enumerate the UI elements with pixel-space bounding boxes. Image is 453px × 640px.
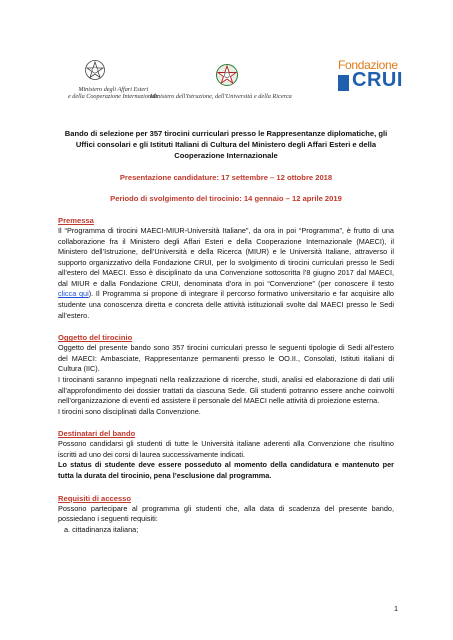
premessa-heading: Premessa	[58, 216, 94, 225]
oggetto-p3: I tirocini sono disciplinati dalla Convenzione.	[58, 406, 201, 416]
page-number: 1	[394, 604, 399, 613]
italian-republic-emblem-icon	[215, 62, 239, 88]
clicca-qui-link[interactable]: clicca qui	[58, 289, 89, 299]
destinatari-p2: Lo status di studente deve essere posseduto al momento della candidatura e mantenuto per tutta la durata del tirocinio, pena l’esclusione dal programma.	[58, 460, 394, 480]
premessa-text	[58, 226, 394, 321]
crui-logo-crui: CRUI	[352, 69, 403, 91]
requisiti-item-a: a. cittadinanza italiana;	[64, 524, 139, 534]
document-header	[0, 0, 453, 118]
document-body	[58, 128, 394, 535]
fondazione-crui-logo	[338, 58, 416, 98]
premessa-text-part2: ). Il Programma si propone di integrare il percorso formativo universitario e far acquisire allo studente una conoscenza diretta e concreta delle attività istituzionali svolte dal MAECI presso le Sedi all’estero.	[58, 289, 394, 320]
maeci-line1: Ministero degli Affari Esteri	[78, 86, 149, 93]
oggetto-p2: I tirocinanti saranno impegnati nella realizzazione di ricerche, studi, analisi ed elaborazione di dati utili all’approfondimento dei dossier trattati da ciascuna Sede. Gli studenti potranno essere anche coinvolti nell’organizzazione di eventi ed assistere il personale del MAECI nelle attività di proiezione esterna.	[58, 374, 394, 406]
crui-logo-mark	[338, 75, 349, 91]
crui-logo-fondazione: Fondazione	[338, 58, 398, 72]
maeci-logo-text	[68, 86, 159, 100]
document-title: Bando di selezione per 357 tirocini curriculari presso le Rappresentanze diplomatiche, gli Uffici consolari e gli Istituti Italiani di Cultura del Ministero degli Affari Esteri e della Cooperazione Internazionale	[64, 129, 388, 160]
maeci-line2: e della Cooperazione Internazionale	[68, 93, 159, 101]
requisiti-p1: Possono partecipare al programma gli studenti che, alla data di scadenza del presente bando, possiedano i seguenti requisiti:	[58, 503, 394, 524]
destinatari-p1: Possono candidarsi gli studenti di tutte le Università italiane aderenti alla Convenzione che risultino iscritti ad uno dei corsi di laurea successivamente indicati.	[58, 439, 394, 459]
miur-logo-text: Ministero dell'Istruzione, dell'Università e della Ricerca	[150, 93, 292, 100]
destinatari-heading: Destinatari del bando	[58, 429, 136, 439]
oggetto-p1: Oggetto del presente bando sono 357 tirocini curriculari presso le seguenti tipologie di Sedi all’estero del MAECI: Ambasciate, Rappresentanze permanenti presso le OO.II., Consolati, Istituti italiani di Cultura (IIC).	[58, 343, 394, 374]
presentazione-dates: Presentazione candidature: 17 settembre – 12 ottobre 2018	[119, 173, 333, 182]
requisiti-heading: Requisiti di accesso	[58, 493, 132, 503]
oggetto-heading: Oggetto del tirocinio	[58, 333, 133, 343]
premessa-text-part1: Il “Programma di tirocini MAECI-MIUR-Università Italiane”, da ora in poi “Programma”, è frutto di una collaborazione fra il Ministero degli Affari Esteri e della Cooperazione Internazionale (MAECI), il Ministero dell’Istruzione, dell’Università e della Ricerca (MIUR) e le Università Italiane, attraverso il supporto organizzativo della Fondazione CRUI, per lo svolgimento di tirocini curriculari presso le Sedi all’estero del MAECI. Esso è disciplinato da una Convenzione sottoscritta l’8 giugno 2017 dal MAECI, dal MIUR e dalla Fondazione CRUI, denominata d’ora in poi “Convenzione” (per conoscere il testo	[58, 226, 394, 288]
periodo-dates: Periodo di svolgimento del tirocinio: 14 gennaio – 12 aprile 2019	[110, 194, 342, 203]
italian-republic-emblem-icon	[84, 58, 106, 82]
